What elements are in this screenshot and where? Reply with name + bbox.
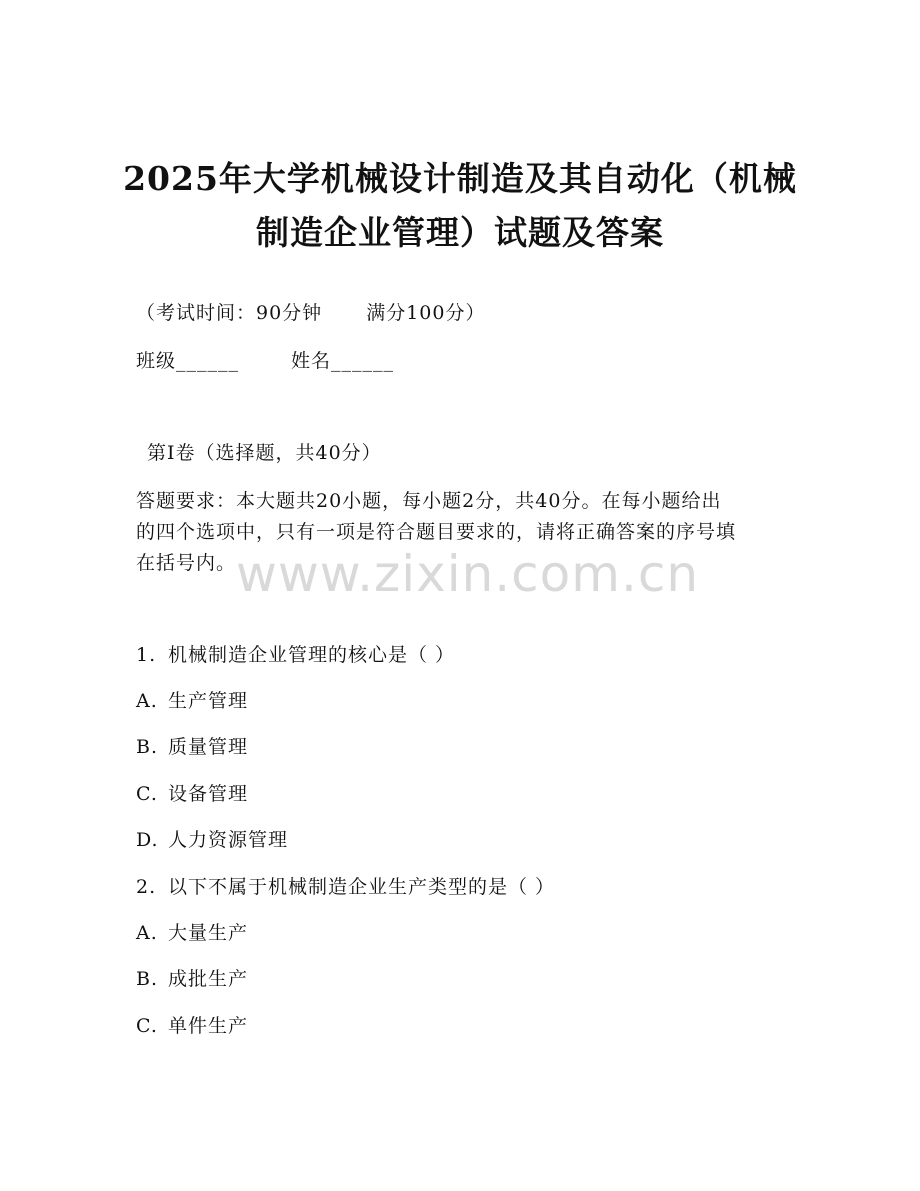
option-text: 设备管理 (168, 783, 249, 805)
option-item (136, 967, 248, 991)
option-mark: C. (136, 783, 158, 805)
option-mark: B. (136, 968, 159, 990)
option-item (136, 1014, 248, 1038)
option-text: 单件生产 (168, 1015, 249, 1037)
student-info (136, 349, 394, 373)
option-text: 质量管理 (168, 736, 249, 758)
option-item (136, 782, 248, 806)
exam-info (136, 301, 485, 325)
question-number: 2. (136, 876, 157, 898)
exam-time: （考试时间：90分钟 (136, 302, 323, 324)
title-line-2: 制造企业管理）试题及答案 (256, 213, 664, 252)
exam-full-score: 满分100分） (366, 302, 486, 324)
section-title: 第Ⅰ卷（选择题，共40分） (147, 442, 382, 464)
option-item (136, 689, 248, 713)
option-text: 人力资源管理 (168, 829, 289, 851)
option-mark: B. (136, 736, 159, 758)
option-item (136, 921, 248, 945)
option-mark: A. (136, 922, 158, 944)
watermark: www.zixin.com.cn (236, 545, 700, 603)
option-text: 生产管理 (168, 690, 249, 712)
option-item (136, 735, 248, 759)
option-item (136, 828, 288, 852)
class-field: 班级______ (136, 350, 240, 372)
question-text: 以下不属于机械制造企业生产类型的是（ ） (168, 876, 556, 898)
name-field: 姓名______ (291, 350, 395, 372)
requirements-line: 的四个选项中，只有一项是符合题目要求的，请将正确答案的序号填 (136, 521, 737, 543)
option-mark: D. (136, 829, 159, 851)
question-stem (136, 643, 455, 667)
requirements-line: 在括号内。 (136, 552, 237, 574)
option-text: 大量生产 (168, 922, 249, 944)
question-text: 机械制造企业管理的核心是（ ） (168, 644, 456, 666)
title-line-1: 2025年大学机械设计制造及其自动化（机械 (123, 159, 797, 198)
option-mark: A. (136, 690, 158, 712)
requirements-line: 答题要求：本大题共20小题，每小题2分，共40分。在每小题给出 (136, 490, 722, 512)
question-stem (136, 875, 555, 899)
document-title (60, 152, 860, 260)
option-mark: C. (136, 1015, 158, 1037)
question-number: 1. (136, 644, 157, 666)
option-text: 成批生产 (168, 968, 249, 990)
